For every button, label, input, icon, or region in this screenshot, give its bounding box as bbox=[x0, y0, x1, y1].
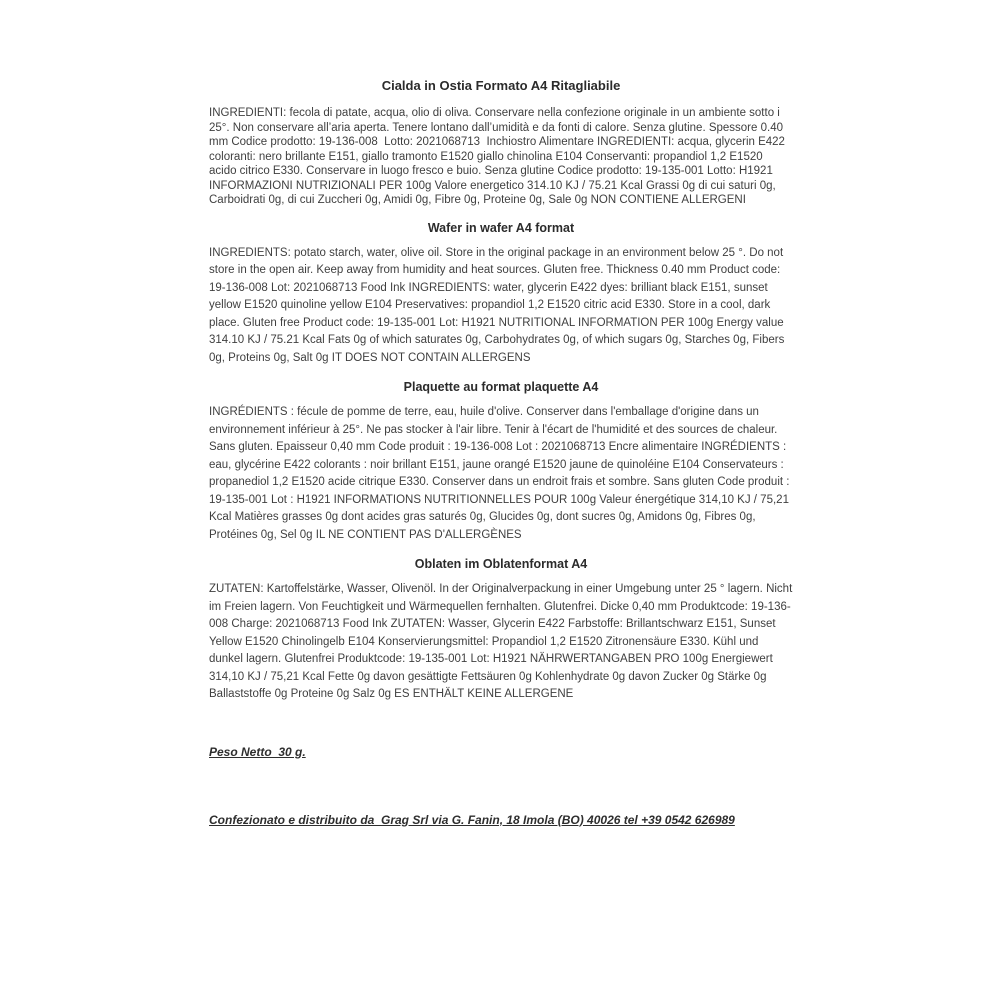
label-content bbox=[209, 78, 796, 828]
ingredients-paragraph-french: INGRÉDIENTS : fécule de pomme de terre, eau, huile d'olive. Conserver dans l'emballage d'origine dans un environnement inférieur à 25°. Ne pas stocker à l'air libre. Tenir à l'écart de l'humidité et des sources de chaleur. Sans gluten. Epaisseur 0,40 mm Code produit : 19-136-008 Lot : 2021068713 Encre alimentaire INGRÉDIENTS : eau, glycérine E422 colorants : noir brillant E151, jaune orangé E1520 jaune de quinoléine E104 Conservateurs : propanediol 1,2 E1520 acide citrique E330. Conserver dans un endroit frais et sombre. Sans gluten Code produit : 19-135-001 Lot : H1921 INFORMATIONS NUTRITIONNELLES POUR 100g Valeur énergétique 314,10 KJ / 75,21 Kcal Matières grasses 0g dont acides gras saturés 0g, Glucides 0g, dont sucres 0g, Amidons 0g, Fibres 0g, Protéines 0g, Sel 0g IL NE CONTIENT PAS D'ALLERGÈNES bbox=[209, 406, 793, 541]
distributor-note: Confezionato e distribuito da Grag Srl via G. Fanin, 18 Imola (BO) 40026 tel +39 0542 626989 bbox=[209, 812, 735, 827]
net-weight-note: Peso Netto 30 g. bbox=[209, 744, 306, 759]
section-heading-english: Wafer in wafer A4 format bbox=[427, 220, 575, 235]
document-title-italian: Cialda in Ostia Formato A4 Ritagliabile bbox=[381, 78, 621, 93]
section-heading-german: Oblaten im Oblatenformat A4 bbox=[414, 557, 588, 571]
ingredients-paragraph-italian: INGREDIENTI: fecola di patate, acqua, olio di oliva. Conservare nella confezione originale in un ambiente sotto i 25°. Non conservare all’aria aperta. Tenere lontano dall’umidità e da fonti di calore. Senza glutine. Spessore 0.40 mm Codice prodotto: 19-136-008 Lotto: 2021068713 Inchiostro Alimentare INGREDIENTI: acqua, glycerin E422 coloranti: nero brillante E151, giallo tramonto E1520 giallo chinolina E104 Conservanti: propandiol 1,2 E1520 acido citrico E330. Conservare in luogo fresco e buio. Senza glutine Codice prodotto: 19-135-001 Lotto: H1921 INFORMAZIONI NUTRIZIONALI PER 100g Valore energetico 314.10 KJ / 75.21 Kcal Grassi 0g di cui saturi 0g, Carboidrati 0g, di cui Zuccheri 0g, Amidi 0g, Fibre 0g, Proteine 0g, Sale 0g NON CONTIENE ALLERGENI bbox=[209, 107, 789, 206]
ingredients-paragraph-english: INGREDIENTS: potato starch, water, olive oil. Store in the original package in an environment below 25 °. Do not store in the open air. Keep away from humidity and heat sources. Gluten free. Thickness 0.40 mm Product code: 19-136-008 Lot: 2021068713 Food Ink INGREDIENTS: water, glycerin E422 dyes: brilliant black E151, sunset yellow E1520 quinoline yellow E104 Preservatives: propandiol 1,2 E1520 citric acid E330. Store in a cool, dark place. Gluten free Product code: 19-135-001 Lot: H1921 NUTRITIONAL INFORMATION PER 100g Energy value 314.10 KJ / 75.21 Kcal Fats 0g of which saturates 0g, Carbohydrates 0g, of which sugars 0g, Starches 0g, Fibers 0g, Proteins 0g, Salt 0g IT DOES NOT CONTAIN ALLERGENS bbox=[209, 246, 788, 364]
section-heading-french: Plaquette au format plaquette A4 bbox=[403, 380, 599, 394]
ingredients-paragraph-german: ZUTATEN: Kartoffelstärke, Wasser, Olivenöl. In der Originalverpackung in einer Umgebung unter 25 ° lagern. Nicht im Freien lagern. Von Feuchtigkeit und Wärmequellen fernhalten. Glutenfrei. Dicke 0,40 mm Produktcode: 19-136-008 Charge: 2021068713 Food Ink ZUTATEN: Wasser, Glycerin E422 Farbstoffe: Brillantschwarz E151, Sunset Yellow E1520 Chinolingelb E104 Konservierungsmittel: Propandiol 1,2 E1520 Zitronensäure E330. Kühl und dunkel lagern. Glutenfrei Produktcode: 19-135-001 Lot: H1921 NÄHRWERTANGABEN PRO 100g Energiewert 314,10 KJ / 75,21 Kcal Fette 0g davon gesättigte Fettsäuren 0g Kohlenhydrate 0g davon Zucker 0g Stärke 0g Ballaststoffe 0g Proteine 0g Salz 0g ES ENTHÄLT KEINE ALLERGENE bbox=[209, 583, 796, 700]
